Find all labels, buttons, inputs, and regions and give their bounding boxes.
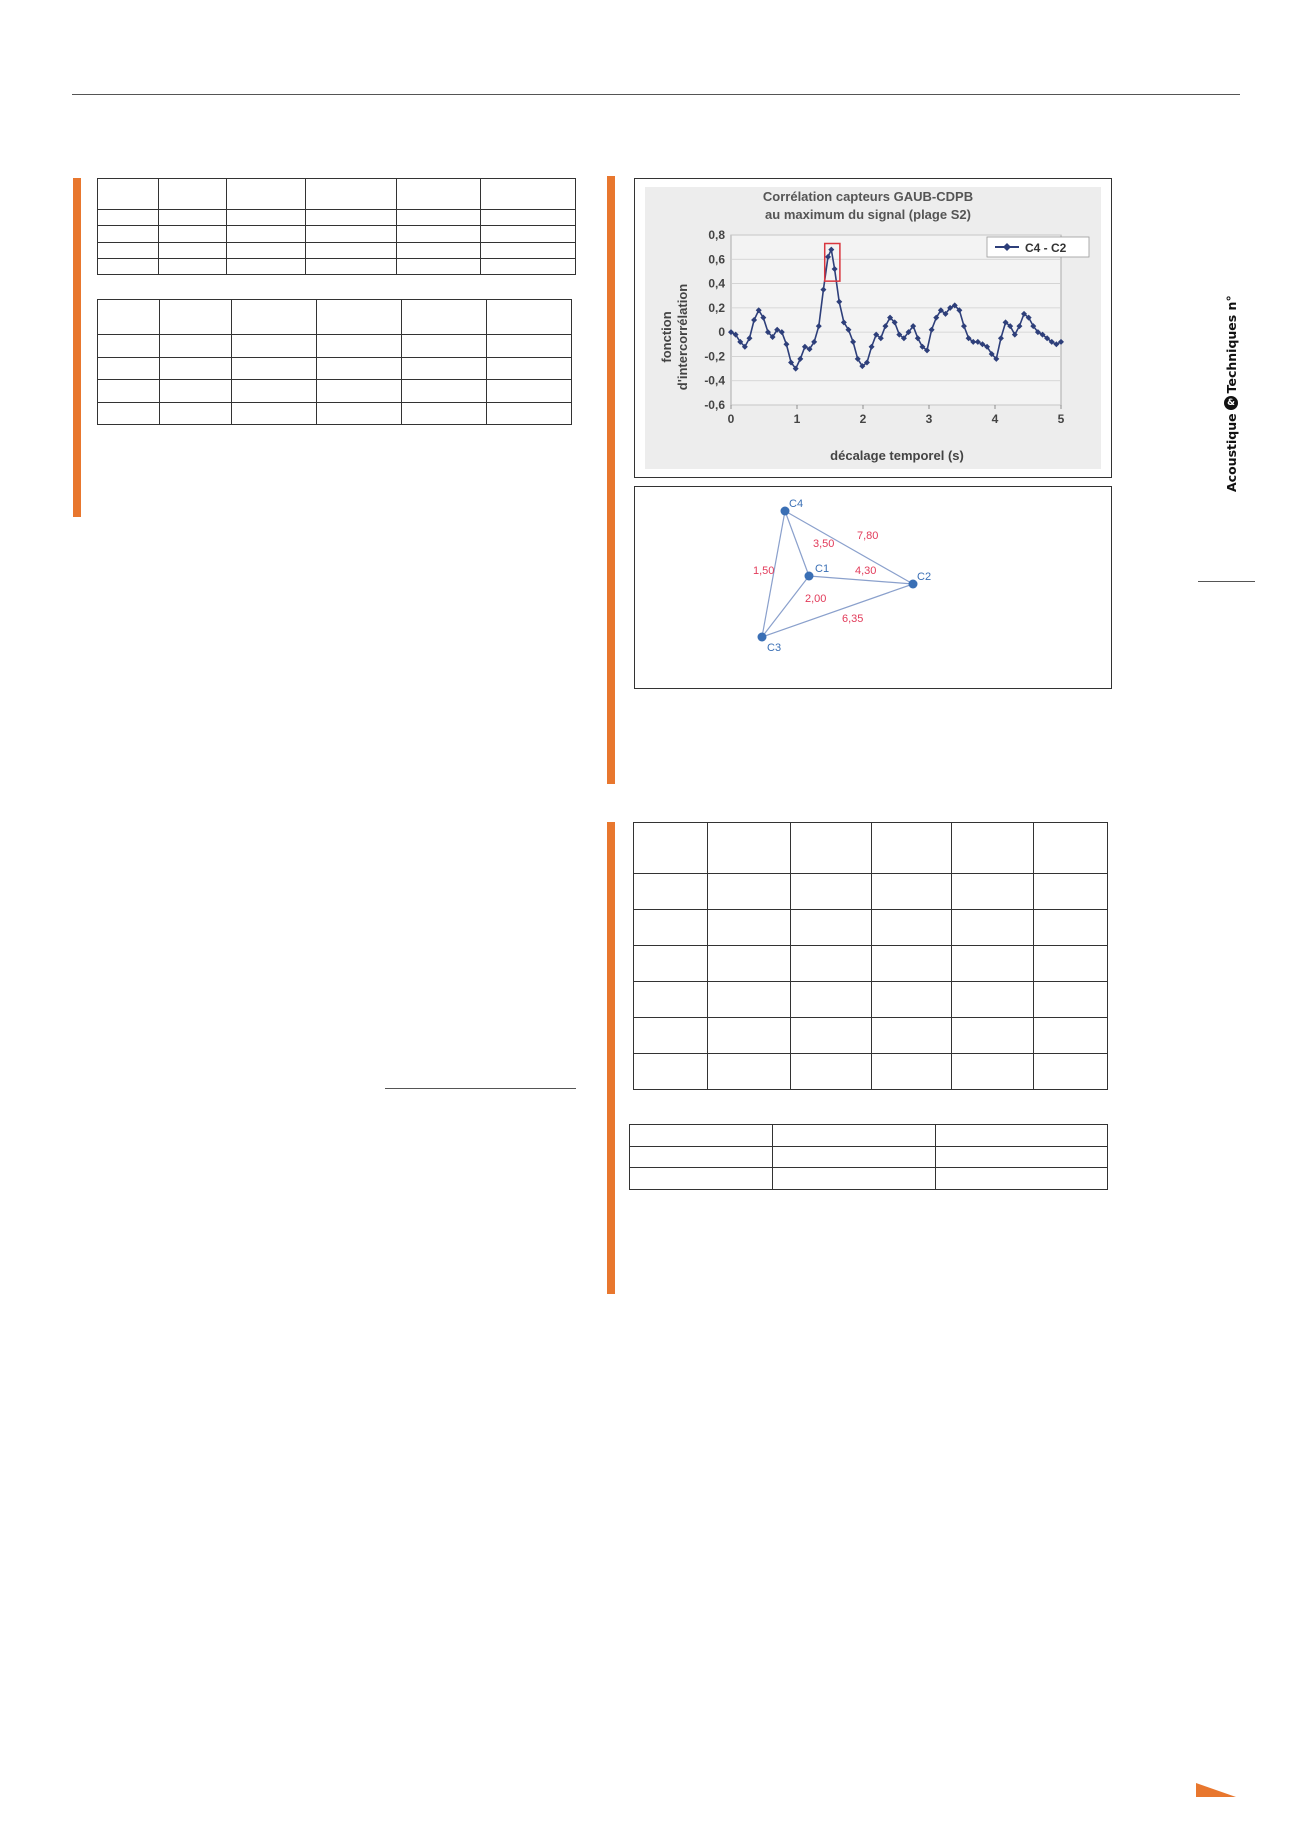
table-row xyxy=(630,1146,1108,1168)
y-tick-label: 0,6 xyxy=(708,252,725,267)
table-row xyxy=(634,982,1108,1018)
sensor-triangle-diagram xyxy=(635,487,1111,688)
accent-bar-tables xyxy=(607,822,615,1294)
table-d xyxy=(629,1124,1108,1190)
edge-label: 7,80 xyxy=(857,530,879,542)
node-c3 xyxy=(758,633,767,642)
x-tick-label: 1 xyxy=(793,412,801,426)
table-row xyxy=(634,874,1108,910)
chart-frame xyxy=(634,178,1112,478)
plot-area xyxy=(731,235,1061,405)
table-row xyxy=(98,300,572,335)
header-rule xyxy=(72,94,1240,95)
diagram-frame xyxy=(634,486,1112,689)
journal-title xyxy=(1220,272,1242,492)
accent-bar-figures xyxy=(607,176,615,784)
x-tick-label: 4 xyxy=(991,412,999,426)
x-tick-label: 5 xyxy=(1057,412,1065,426)
x-tick-label: 0 xyxy=(727,412,735,426)
table-row xyxy=(634,823,1108,874)
table-row xyxy=(98,380,572,403)
y-axis-label-line1: fonction xyxy=(659,311,674,363)
y-tick-label: 0,4 xyxy=(708,276,725,291)
table-row xyxy=(98,210,576,226)
table-row xyxy=(634,910,1108,946)
table-row xyxy=(634,1018,1108,1054)
node-c1 xyxy=(805,572,814,581)
journal-logo-icon: & xyxy=(1224,396,1238,410)
edge-label: 4,30 xyxy=(855,565,877,577)
y-axis-label-line2: d'intercorrélation xyxy=(675,283,690,391)
table-row xyxy=(98,242,576,258)
x-tick-label: 3 xyxy=(925,412,933,426)
table-row xyxy=(630,1125,1108,1147)
table-b xyxy=(97,299,572,425)
y-tick-label: 0,8 xyxy=(708,228,725,242)
y-tick-label: 0 xyxy=(718,325,725,340)
table-row xyxy=(98,357,572,380)
footnote-rule xyxy=(385,1088,576,1089)
y-tick-label: -0,6 xyxy=(704,398,725,412)
edge-c1-c3 xyxy=(762,576,809,637)
edge-c4-c2 xyxy=(785,511,913,584)
y-tick-label: 0,2 xyxy=(708,300,725,315)
next-page-arrow-icon xyxy=(1194,1781,1238,1799)
node-label: C3 xyxy=(767,642,782,654)
table-row xyxy=(98,179,576,210)
edge-label: 3,50 xyxy=(813,538,835,550)
table-row xyxy=(98,335,572,358)
x-tick-label: 2 xyxy=(859,412,867,426)
journal-title-part1: Acoustique xyxy=(1223,413,1239,492)
table-row xyxy=(98,226,576,242)
y-tick-label: -0,2 xyxy=(704,349,725,364)
journal-title-part2: Techniques n° xyxy=(1223,295,1239,394)
edge-label: 2,00 xyxy=(805,593,827,605)
edge-label: 1,50 xyxy=(753,565,775,577)
edge-c1-c2 xyxy=(809,576,913,584)
edge-label: 6,35 xyxy=(842,613,864,625)
node-label: C4 xyxy=(789,498,804,510)
accent-bar-left xyxy=(73,178,81,517)
node-label: C1 xyxy=(815,563,830,575)
chart-legend xyxy=(987,237,1089,257)
chart-subtitle: au maximum du signal (plage S2) xyxy=(765,207,971,222)
table-row xyxy=(98,402,572,425)
correlation-chart xyxy=(635,179,1111,477)
node-label: C2 xyxy=(917,571,932,583)
table-row xyxy=(634,1054,1108,1090)
side-rule xyxy=(1198,581,1255,582)
x-axis-label: décalage temporel (s) xyxy=(830,448,964,463)
table-c xyxy=(633,822,1108,1090)
legend-label: C4 - C2 xyxy=(1025,241,1067,255)
table-row xyxy=(634,946,1108,982)
edge-c3-c2 xyxy=(762,584,913,637)
table-a xyxy=(97,178,576,275)
table-row xyxy=(630,1168,1108,1190)
chart-title: Corrélation capteurs GAUB-CDPB xyxy=(762,189,974,204)
y-tick-label: -0,4 xyxy=(704,373,725,388)
edge-c4-c1 xyxy=(785,511,809,576)
table-row xyxy=(98,258,576,274)
